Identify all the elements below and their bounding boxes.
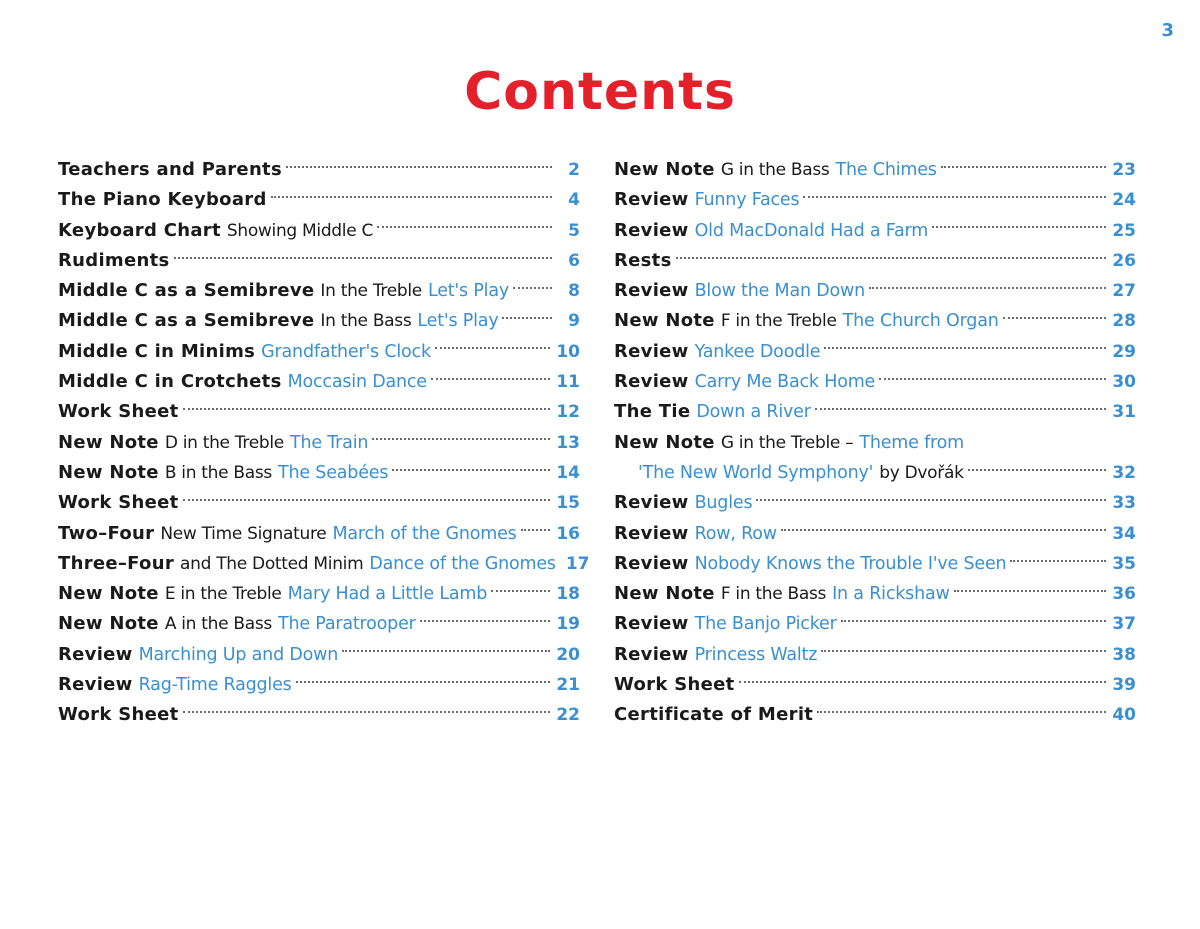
toc-entry-heading: Review	[614, 492, 689, 514]
contents-right-column	[614, 155, 1136, 731]
toc-entry-song-title: Blow the Man Down	[694, 281, 866, 302]
toc-entry-page-number: 2	[568, 160, 580, 180]
toc-entry-heading: Three–Four	[58, 552, 175, 574]
toc-entry-page-number: 24	[1112, 190, 1136, 211]
toc-entry-subtitle: F in the Treble	[720, 311, 837, 332]
dot-leader	[377, 225, 552, 228]
toc-entry-page-number: 10	[556, 341, 580, 362]
dot-leader	[1010, 559, 1106, 562]
toc-entry-song-title: Row, Row	[694, 523, 777, 544]
toc-entry	[614, 488, 1136, 518]
dot-leader	[435, 346, 550, 349]
toc-entry-page-number: 16	[556, 523, 580, 544]
toc-entry	[58, 185, 580, 215]
toc-entry-heading: Work Sheet	[58, 492, 179, 514]
toc-entry-song-title: Dance of the Gnomes	[369, 553, 556, 574]
toc-entry-song-title: Rag-Time Raggles	[138, 675, 292, 696]
dot-leader	[183, 710, 551, 713]
toc-entry-page-number: 9	[568, 311, 580, 332]
toc-entry	[58, 155, 580, 185]
toc-entry-page-number: 39	[1112, 675, 1136, 696]
toc-entry	[58, 488, 580, 518]
dot-leader	[183, 407, 551, 410]
toc-entry	[58, 670, 580, 700]
toc-entry-page-number: 6	[568, 250, 580, 271]
toc-entry	[58, 337, 580, 367]
toc-entry-heading: Review	[614, 280, 689, 302]
toc-entry-page-number: 22	[556, 705, 580, 726]
toc-entry-song-title: Nobody Knows the Trouble I've Seen	[694, 553, 1007, 574]
toc-entry-heading: Middle C in Minims	[58, 340, 256, 362]
toc-entry-heading: The Tie	[614, 401, 691, 423]
toc-entry	[614, 609, 1136, 639]
toc-entry-page-number: 8	[568, 281, 580, 302]
toc-entry-song-title: The Paratrooper	[277, 614, 416, 635]
toc-entry-page-number: 21	[556, 675, 580, 696]
dot-leader	[781, 528, 1106, 531]
toc-entry	[614, 397, 1136, 427]
toc-entry-song-title: Moccasin Dance	[287, 372, 427, 393]
toc-entry-song-title: The Seabées	[277, 462, 389, 483]
toc-entry	[58, 246, 580, 276]
toc-entry-page-number: 17	[565, 553, 590, 574]
toc-entry	[58, 428, 580, 458]
dot-leader	[392, 468, 550, 471]
toc-entry-page-number: 4	[568, 190, 580, 211]
dot-leader	[821, 649, 1106, 652]
toc-entry	[58, 549, 590, 579]
toc-entry-heading: Work Sheet	[58, 704, 179, 726]
dot-leader	[932, 225, 1106, 228]
toc-entry-page-number: 30	[1112, 372, 1136, 393]
toc-entry-page-number: 33	[1112, 493, 1136, 514]
toc-entry-song-title: Theme from	[859, 432, 964, 453]
dot-leader	[869, 286, 1106, 289]
toc-entry	[58, 306, 580, 336]
toc-entry-heading: The Piano Keyboard	[58, 189, 267, 211]
dot-leader	[941, 165, 1107, 168]
contents-left-column	[58, 155, 590, 731]
toc-entry	[614, 185, 1136, 215]
toc-entry	[58, 700, 580, 730]
dot-leader	[879, 377, 1106, 380]
dot-leader	[420, 619, 551, 622]
toc-entry-heading: New Note	[58, 431, 159, 453]
toc-entry-page-number: 25	[1112, 220, 1136, 241]
toc-entry	[614, 428, 1136, 458]
toc-entry-song-title: In a Rickshaw	[832, 584, 950, 605]
dot-leader	[824, 346, 1106, 349]
toc-entry-heading: Review	[614, 219, 689, 241]
toc-entry	[58, 397, 580, 427]
dot-leader	[491, 589, 550, 592]
toc-entry-page-number: 18	[556, 584, 580, 605]
toc-entry-page-number: 34	[1112, 523, 1136, 544]
toc-entry-song-title: Bugles	[694, 493, 753, 514]
toc-entry	[614, 155, 1136, 185]
dot-leader	[841, 619, 1107, 622]
toc-entry	[58, 519, 580, 549]
toc-entry-song-title: 'The New World Symphony'	[638, 462, 874, 483]
toc-entry-heading: Middle C as a Semibreve	[58, 280, 315, 302]
dot-leader	[513, 286, 552, 289]
toc-entry-page-number: 15	[556, 493, 580, 514]
toc-entry-page-number: 28	[1112, 311, 1136, 332]
dot-leader	[342, 649, 550, 652]
toc-entry-song-title: Marching Up and Down	[138, 644, 339, 665]
toc-entry-song-title: The Banjo Picker	[694, 614, 837, 635]
dot-leader	[815, 407, 1107, 410]
toc-entry-page-number: 37	[1112, 614, 1136, 635]
toc-entry-song-title: Mary Had a Little Lamb	[287, 584, 488, 605]
toc-entry-heading: Review	[58, 643, 133, 665]
toc-entry	[614, 216, 1136, 246]
toc-entry-heading: Review	[614, 371, 689, 393]
toc-entry-heading: Review	[614, 643, 689, 665]
dot-leader	[521, 528, 551, 531]
toc-entry	[614, 700, 1136, 730]
toc-entry	[614, 640, 1136, 670]
toc-entry-heading: Middle C in Crotchets	[58, 371, 282, 393]
dot-leader	[803, 195, 1106, 198]
toc-entry-page-number: 13	[556, 432, 580, 453]
toc-entry-heading: Review	[614, 613, 689, 635]
toc-entry-heading: Rests	[614, 249, 672, 271]
toc-entry-song-title: The Chimes	[835, 160, 937, 180]
toc-entry	[614, 458, 1136, 488]
toc-entry-heading: Review	[614, 552, 689, 574]
toc-entry-page-number: 20	[556, 644, 580, 665]
toc-entry	[58, 216, 580, 246]
dot-leader	[756, 498, 1106, 501]
dot-leader	[271, 195, 552, 198]
page-title: Contents	[464, 62, 736, 122]
toc-entry-heading: New Note	[58, 583, 159, 605]
dot-leader	[954, 589, 1107, 592]
dot-leader	[676, 256, 1107, 259]
toc-entry	[614, 549, 1136, 579]
page-number: 3	[1161, 20, 1174, 41]
toc-entry	[614, 246, 1136, 276]
toc-entry	[614, 367, 1136, 397]
toc-entry-subtitle: New Time Signature	[160, 523, 327, 544]
toc-entry	[614, 337, 1136, 367]
toc-entry-subtitle: Showing Middle C	[226, 220, 374, 241]
toc-entry-page-number: 27	[1112, 281, 1136, 302]
toc-entry-page-number: 38	[1112, 644, 1136, 665]
toc-entry-subtitle: G in the Treble –	[720, 432, 854, 453]
dot-leader	[372, 437, 550, 440]
dot-leader	[739, 680, 1107, 683]
toc-entry-heading: Work Sheet	[58, 401, 179, 423]
toc-entry-song-title: The Train	[289, 432, 369, 453]
toc-entry	[58, 609, 580, 639]
toc-entry-heading: Keyboard Chart	[58, 219, 221, 241]
toc-entry-song-title: Funny Faces	[694, 190, 800, 211]
toc-entry-heading: Review	[614, 189, 689, 211]
toc-entry-page-number: 35	[1112, 553, 1136, 574]
toc-entry-page-number: 31	[1112, 402, 1136, 423]
toc-entry-heading: Work Sheet	[614, 674, 735, 696]
toc-entry-heading: New Note	[614, 159, 715, 180]
toc-entry-subtitle: In the Treble	[320, 281, 422, 302]
toc-entry-heading: New Note	[614, 431, 715, 453]
toc-entry-page-number: 29	[1112, 341, 1136, 362]
dot-leader	[1003, 316, 1107, 319]
dot-leader	[817, 710, 1106, 713]
toc-entry-heading: Teachers and Parents	[58, 159, 282, 180]
dot-leader	[502, 316, 552, 319]
toc-entry-subtitle: In the Bass	[320, 311, 412, 332]
toc-entry-page-number: 26	[1112, 250, 1136, 271]
toc-entry-page-number: 40	[1112, 705, 1136, 726]
toc-entry-page-number: 19	[556, 614, 580, 635]
toc-entry-heading: Rudiments	[58, 249, 170, 271]
toc-entry-page-number: 5	[568, 220, 580, 241]
toc-entry	[58, 367, 580, 397]
toc-entry-heading: Two–Four	[58, 522, 155, 544]
toc-entry-subtitle: and The Dotted Minim	[180, 553, 364, 574]
toc-entry-page-number: 12	[556, 402, 580, 423]
toc-entry-heading: Review	[614, 522, 689, 544]
toc-entry-subtitle: G in the Bass	[720, 160, 830, 180]
toc-entry-heading: New Note	[614, 583, 715, 605]
toc-entry-subtitle: B in the Bass	[164, 462, 272, 483]
toc-entry	[58, 640, 580, 670]
toc-entry-song-title: Down a River	[696, 402, 811, 423]
toc-entry-page-number: 11	[556, 372, 580, 393]
dot-leader	[296, 680, 551, 683]
dot-leader	[968, 468, 1107, 471]
toc-entry-song-title: The Church Organ	[842, 311, 999, 332]
toc-entry	[58, 276, 580, 306]
dot-leader	[183, 498, 551, 501]
toc-entry-song-title: Carry Me Back Home	[694, 372, 876, 393]
dot-leader	[431, 377, 550, 380]
toc-entry-page-number: 36	[1112, 584, 1136, 605]
toc-entry-heading: New Note	[614, 310, 715, 332]
toc-entry-page-number: 23	[1112, 160, 1136, 180]
toc-entry-heading: Review	[614, 340, 689, 362]
toc-entry-heading: New Note	[58, 461, 159, 483]
dot-leader	[286, 165, 552, 168]
toc-entry-page-number: 32	[1112, 462, 1136, 483]
toc-entry-heading: Certificate of Merit	[614, 704, 814, 726]
toc-entry-heading: Review	[58, 674, 133, 696]
toc-entry	[58, 458, 580, 488]
toc-entry-subtitle: A in the Bass	[164, 614, 272, 635]
toc-entry-song-title: Let's Play	[427, 281, 510, 302]
dot-leader	[174, 256, 552, 259]
toc-entry	[58, 579, 580, 609]
toc-entry-subtitle: F in the Bass	[720, 584, 827, 605]
toc-entry-page-number: 14	[556, 462, 580, 483]
toc-entry-song-title: March of the Gnomes	[332, 523, 517, 544]
toc-entry	[614, 519, 1136, 549]
toc-entry-heading: Middle C as a Semibreve	[58, 310, 315, 332]
toc-entry-song-title: Grandfather's Clock	[261, 341, 431, 362]
toc-entry-song-title: Old MacDonald Had a Farm	[694, 220, 929, 241]
toc-entry-song-title: Yankee Doodle	[694, 341, 821, 362]
toc-entry-song-title: Let's Play	[417, 311, 499, 332]
toc-entry	[614, 276, 1136, 306]
toc-entry-heading: New Note	[58, 613, 159, 635]
toc-entry-song-title: Princess Waltz	[694, 644, 818, 665]
toc-entry	[614, 306, 1136, 336]
toc-entry	[614, 579, 1136, 609]
toc-entry-subtitle: D in the Treble	[164, 432, 284, 453]
toc-entry-composer: by Dvořák	[879, 462, 964, 483]
toc-entry-subtitle: E in the Treble	[164, 584, 282, 605]
toc-entry	[614, 670, 1136, 700]
